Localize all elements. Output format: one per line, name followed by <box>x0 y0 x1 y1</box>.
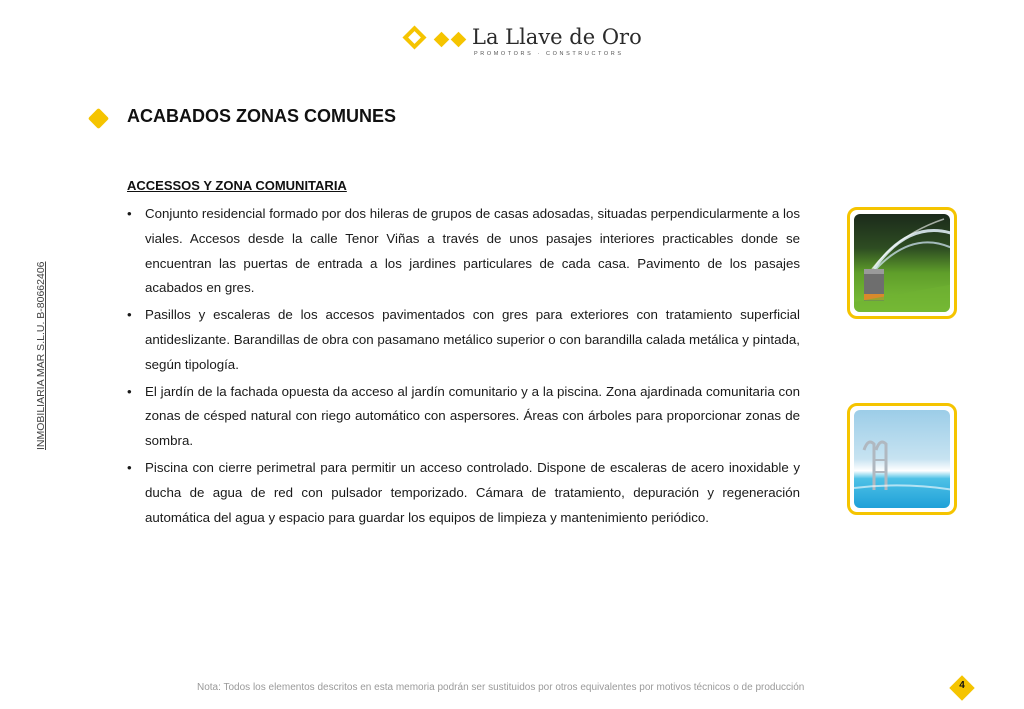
list-item: • El jardín de la fachada opuesta da acceso al jardín comunitario y a la piscina. Zona ajardinada comunitaria con zonas de césped natural con riego automático con aspersores. Áreas con árboles para proporcionar zonas de sombra. <box>127 380 800 454</box>
footer-note: Nota: Todos los elementos descritos en esta memoria podrán ser sustituidos por otros equivalentes por motivos técnicos o de producción <box>197 682 805 693</box>
section-subtitle: ACCESSOS Y ZONA COMUNITARIA <box>127 178 347 193</box>
title-diamond-icon <box>88 108 109 129</box>
pool-photo <box>847 403 957 515</box>
logo-diamond-icon <box>434 32 450 48</box>
list-item: • Piscina con cierre perimetral para permitir un acceso controlado. Dispone de escaleras de acero inoxidable y ducha de agua de red con pulsador temporizado. Cámara de tratamiento, depuración y regeneración automática del agua y espacio para guardar los equipos de limpieza y mantenimiento periódico. <box>127 456 800 530</box>
logo-diamond-icon <box>451 32 467 48</box>
legal-sidebar-text: INMOBILIARIA MAR S.L.U. B-80662406 <box>35 261 47 450</box>
brand-name: La Llave de Oro <box>472 25 642 49</box>
brand-tagline: PROMOTORS · CONSTRUCTORS <box>474 51 624 57</box>
sprinkler-illustration <box>854 214 950 312</box>
bullet-list <box>127 202 800 532</box>
list-item: • Pasillos y escaleras de los accesos pavimentados con gres para exteriores con tratamiento superficial antideslizante. Barandillas de obra con pasamano metálico superior o con barandilla calada metálica y pintada, según tipología. <box>127 303 800 377</box>
pool-ladder-illustration <box>854 410 950 508</box>
sprinkler-photo <box>847 207 957 319</box>
page-number: 4 <box>959 680 965 691</box>
logo-diamond-outline-icon <box>402 25 426 49</box>
page-title: ACABADOS ZONAS COMUNES <box>127 106 397 126</box>
company-logo <box>400 22 642 62</box>
list-item: • Conjunto residencial formado por dos hileras de grupos de casas adosadas, situadas perpendicularmente a los viales. Accesos desde la calle Tenor Viñas a través de unos pasajes interiores practicables donde se encuentran las puertas de entrada a los jardines particulares de cada casa. Pavimento de los pasajes acabados en gres. <box>127 202 800 301</box>
